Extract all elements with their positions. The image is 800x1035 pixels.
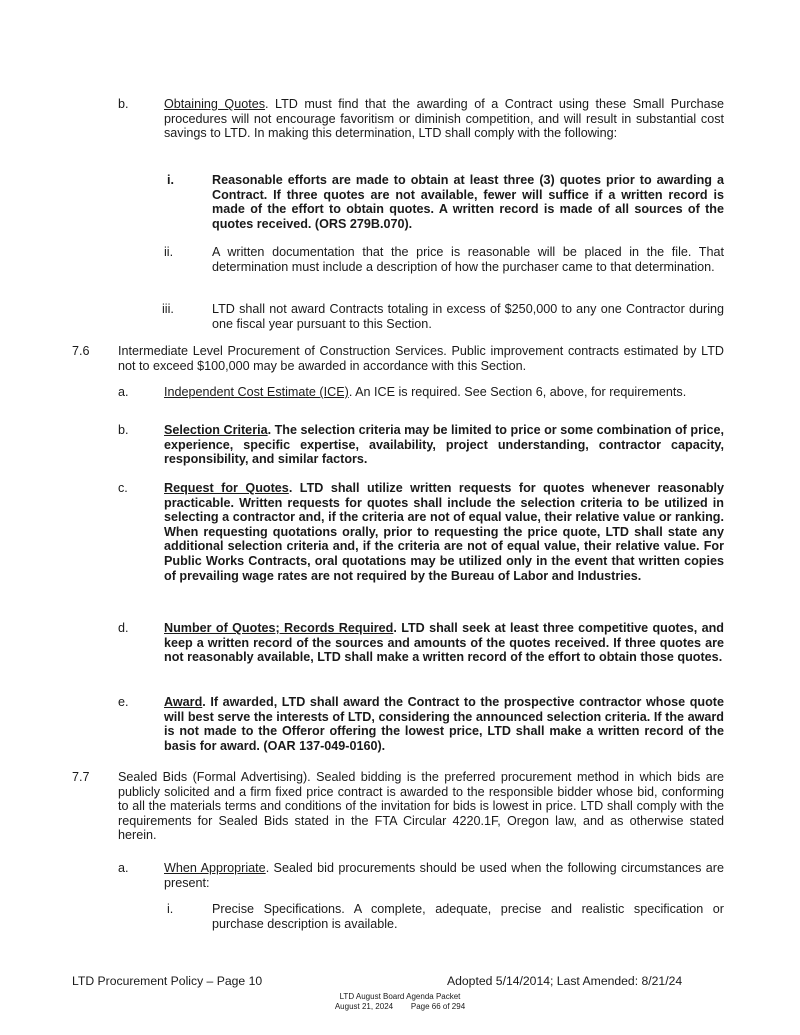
item-marker: a.: [118, 385, 129, 399]
paragraph-body: . If awarded, LTD shall award the Contract to the prospective contractor whose quote will best serve the interests of LTD, considering the announced selection criteria. If the award is not made to the Offeror offering the lowest price, LTD shall make a written record of the basis for award. (OAR 137-049-0160).: [164, 695, 724, 753]
paragraph-obtaining-quotes: [164, 97, 724, 141]
item-marker: b.: [118, 423, 129, 437]
paragraph-request-for-quotes: [164, 481, 724, 583]
paragraph-number-of-quotes: [164, 621, 724, 665]
paragraph-heading: Award: [164, 695, 203, 709]
packet-page-info: August 21, 2024 Page 66 of 294: [334, 1002, 466, 1011]
item-marker: c.: [118, 481, 128, 495]
packet-title: LTD August Board Agenda Packet: [339, 992, 461, 1001]
paragraph-precise-specifications: Precise Specifications. A complete, adequate, precise and realistic specification or purchase description is available.: [212, 902, 724, 931]
paragraph-body: . LTD shall utilize written requests for quotes whenever reasonably practicable. Written requests for quotes shall include the selection criteria to be utilized in selecting a contractor and, if the criteria are not of equal value, their relative value or ranking. When requesting quotations orally, prior to requesting the price quote, LTD shall state any additional selection criteria and, if the criteria are not of equal value, their relative value. For Public Works Contracts, oral quotations may be utilized only in the event that written copies of prevailing wage rates are not required by the Bureau of Labor and Industries.: [164, 481, 725, 583]
paragraph-heading: When Appropriate: [164, 861, 266, 875]
item-marker: iii.: [162, 302, 174, 316]
item-marker: d.: [118, 621, 129, 635]
footer-adopted-date: Adopted 5/14/2014; Last Amended: 8/21/24: [447, 974, 683, 988]
paragraph-body: . The selection criteria may be limited to price or some combination of price, experience, specific expertise, availability, project understanding, contractor capacity, responsibility, and similar factors.: [164, 423, 724, 467]
paragraph-award: [164, 695, 724, 753]
item-marker: ii.: [164, 245, 174, 259]
paragraph-body: . Sealed bid procurements should be used when the following circumstances are present:: [164, 861, 725, 890]
paragraph-award-limit: LTD shall not award Contracts totaling in excess of $250,000 to any one Contractor during one fiscal year pursuant to this Section.: [212, 302, 724, 331]
paragraph-body: . LTD must find that the awarding of a Contract using these Small Purchase procedures will not encourage favoritism or diminish competition, and will result in substantial cost savings to LTD. In making this determination, LTD shall comply with the following:: [164, 97, 724, 141]
paragraph-three-quotes: Reasonable efforts are made to obtain at least three (3) quotes prior to awarding a Contract. If three quotes are not available, fewer will suffice if a written record is made of the effort to obtain quotes. A written record is made of all sources of the quotes received. (ORS 279B.070).: [212, 173, 724, 231]
paragraph-heading: Selection Criteria: [164, 423, 268, 437]
item-marker: a.: [118, 861, 129, 875]
footer-page-label: LTD Procurement Policy – Page 10: [72, 974, 263, 988]
item-marker: i.: [167, 902, 174, 916]
item-marker: i.: [167, 173, 174, 187]
paragraph-selection-criteria: [164, 423, 724, 467]
paragraph-ice: [164, 385, 724, 400]
section-number: 7.7: [72, 770, 90, 784]
item-marker: b.: [118, 97, 129, 111]
paragraph-when-appropriate: [164, 861, 724, 890]
paragraph-body: . LTD shall seek at least three competitive quotes, and keep a written record of the sources and amounts of the quotes received. If three quotes are not reasonably available, LTD shall make a written record of the effort to obtain those quotes.: [164, 621, 724, 665]
section-number: 7.6: [72, 344, 90, 358]
paragraph-heading: Number of Quotes; Records Required: [164, 621, 394, 635]
section-sealed-bids: Sealed Bids (Formal Advertising). Sealed bidding is the preferred procurement method in which bids are publicly solicited and a firm fixed price contract is awarded to the responsible bidder whose bid, conforming to all the materials terms and conditions of the invitation for bids is lowest in price. LTD shall comply with the requirements for Sealed Bids stated in the FTA Circular 4220.1F, Oregon law, and as otherwise stated herein.: [118, 770, 724, 843]
paragraph-body: . An ICE is required. See Section 6, above, for requirements.: [348, 385, 687, 399]
section-intermediate-procurement: Intermediate Level Procurement of Construction Services. Public improvement contracts estimated by LTD not to exceed $100,000 may be awarded in accordance with this Section.: [118, 344, 724, 373]
paragraph-heading: Independent Cost Estimate (ICE): [164, 385, 349, 399]
paragraph-heading: Obtaining Quotes: [164, 97, 266, 111]
paragraph-heading: Request for Quotes: [164, 481, 289, 495]
paragraph-price-reasonable: A written documentation that the price is reasonable will be placed in the file. That determination must include a description of how the purchaser came to that determination.: [212, 245, 724, 274]
item-marker: e.: [118, 695, 129, 709]
